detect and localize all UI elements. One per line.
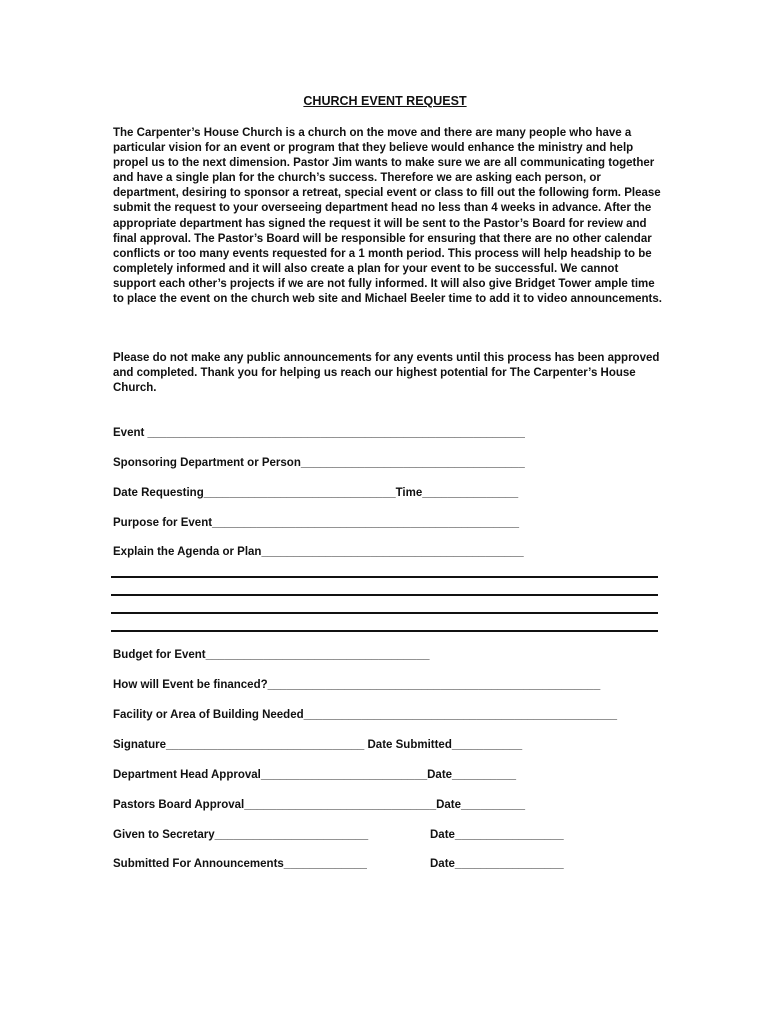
agenda-line-4[interactable] (111, 630, 658, 632)
agenda-line-3[interactable] (111, 612, 658, 614)
agenda-field[interactable]: Explain the Agenda or Plan_________________________________________ (113, 546, 524, 558)
form-title: CHURCH EVENT REQUEST (303, 94, 467, 108)
given-to-secretary-date-field[interactable]: Date_________________ (430, 829, 564, 841)
agenda-line-2[interactable] (111, 594, 658, 596)
financed-field[interactable]: How will Event be financed?____________________________________________________ (113, 679, 601, 691)
facility-field[interactable]: Facility or Area of Building Needed_________________________________________________ (113, 709, 618, 721)
submitted-announcements-date-field[interactable]: Date_________________ (430, 858, 564, 870)
date-requesting-field[interactable]: Date Requesting______________________________Time_______________ (113, 487, 519, 499)
signature-field[interactable]: Signature_______________________________ Date Submitted___________ (113, 739, 523, 751)
intro-paragraph: The Carpenter’s House Church is a church on the move and there are many people who have a particular vision for an event or program that they believe would enhance the ministry and help propel us to the next dimension. Pastor Jim wants to make sure we are all communicating together and have a single plan for the church’s success. Therefore we are asking each person, or department, desiring to sponsor a retreat, special event or class to fill out the following form. Please submit the request to your overseeing department head no less than 4 weeks in advance. After the appropriate department has signed the request it will be sent to the Pastor’s Board for review and final approval. The Pastor’s Board will be responsible for ensuring that there are no other calendar conflicts or too many events requested for a 1 month period. This process will help headship to be completely informed and it will also create a plan for your event to be successful. We cannot support each other’s projects if we are not fully informed. It will also give Bridget Tower ample time to place the event on the church web site and Michael Beeler time to add it to video announcements. (113, 127, 662, 306)
notice-paragraph: Please do not make any public announcements for any events until this process has been approved and completed. Thank you for helping us reach our highest potential for The Carpenter’s House Church. (113, 352, 660, 395)
given-to-secretary-field[interactable]: Given to Secretary________________________ (113, 829, 369, 841)
pastors-board-approval-field[interactable]: Pastors Board Approval______________________________Date__________ (113, 799, 525, 811)
budget-field[interactable]: Budget for Event___________________________________ (113, 649, 430, 661)
dept-head-approval-field[interactable]: Department Head Approval__________________________Date__________ (113, 769, 516, 781)
agenda-line-1[interactable] (111, 576, 658, 578)
purpose-field[interactable]: Purpose for Event________________________________________________ (113, 517, 520, 529)
event-field[interactable]: Event ___________________________________________________________ (113, 427, 525, 439)
submitted-announcements-field[interactable]: Submitted For Announcements_____________ (113, 858, 367, 870)
sponsoring-field[interactable]: Sponsoring Department or Person___________________________________ (113, 457, 525, 469)
